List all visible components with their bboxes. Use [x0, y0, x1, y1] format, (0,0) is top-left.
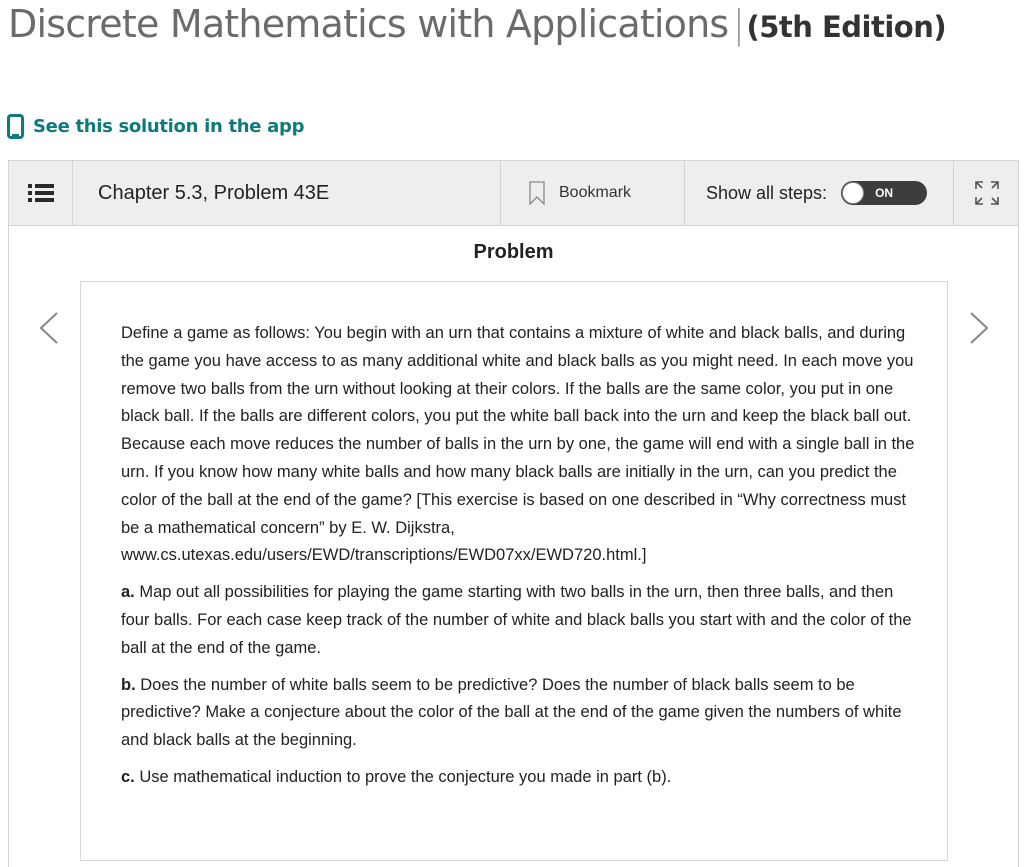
part-a-label: a. — [121, 583, 135, 602]
show-all-steps — [685, 161, 954, 225]
chevron-right-icon[interactable] — [967, 311, 991, 345]
show-all-steps-toggle[interactable] — [841, 181, 927, 205]
part-a-text: Map out all possibilities for playing the game starting with two balls in the urn, then three balls, and then four balls. For each case keep track of the number of white and black balls you start with and the color of the ball at the end of the game. — [121, 583, 912, 657]
list-icon — [28, 183, 54, 203]
problem-intro-text: Define a game as follows: You begin with an urn that contains a mixture of white and black balls, and during the game you have access to as many additional white and black balls as you might need. In each move you remove two balls from the urn without looking at their colors. If the balls are the same color, you put in one black ball. If the balls are different colors, you put the white ball back into the urn and keep the black ball out. Because each move reduces the number of balls in the urn by one, the game will end with a single ball in the urn. If you know how many white balls and how many black balls are initially in the urn, can you predict the color of the ball at the end of the game? [This exercise is based on one described in “Why correctness must be a mathematical concern” by E. W. Dijkstra, — [121, 324, 915, 537]
part-b-label: b. — [121, 675, 136, 694]
phone-icon — [7, 114, 24, 139]
see-in-app-label: See this solution in the app — [33, 116, 305, 137]
expand-icon — [974, 180, 1000, 206]
problem-heading: Problem — [473, 241, 554, 263]
toggle-on-label: ON — [875, 186, 894, 200]
problem-part-c — [121, 764, 917, 792]
book-title — [8, 2, 946, 46]
solution-toolbar — [9, 161, 1018, 226]
part-c-label: c. — [121, 767, 135, 786]
chevron-left-icon[interactable] — [37, 311, 61, 345]
chapter-list-button[interactable] — [9, 161, 73, 225]
bookmark-icon — [529, 181, 545, 205]
problem-reference-url: www.cs.utexas.edu/users/EWD/transcriptions/EWD07xx/EWD720.html.] — [121, 546, 647, 565]
part-c-text: Use mathematical induction to prove the conjecture you made in part (b). — [139, 767, 672, 786]
show-all-steps-label: Show all steps: — [706, 182, 828, 203]
problem-part-a — [121, 579, 917, 662]
book-title-text: Discrete Mathematics with Applications — [8, 2, 729, 46]
title-separator: | — [732, 2, 745, 46]
chapter-problem-label: Chapter 5.3, Problem 43E — [73, 161, 501, 225]
toggle-knob — [842, 182, 864, 204]
book-edition: (5th Edition) — [746, 10, 947, 44]
bookmark-label: Bookmark — [559, 184, 632, 201]
fullscreen-button[interactable] — [954, 161, 1019, 225]
problem-content — [80, 281, 948, 861]
problem-intro — [121, 320, 917, 570]
part-b-text: Does the number of white balls seem to be predictive? Does the number of black balls seem to be predictive? Make a conjecture about the color of the ball at the end of the game given the numbers of white and black balls at the beginning. — [121, 675, 902, 750]
see-in-app-link[interactable] — [7, 114, 304, 139]
bookmark-button[interactable] — [501, 161, 685, 225]
problem-part-b — [121, 672, 917, 755]
solution-panel — [8, 160, 1019, 867]
